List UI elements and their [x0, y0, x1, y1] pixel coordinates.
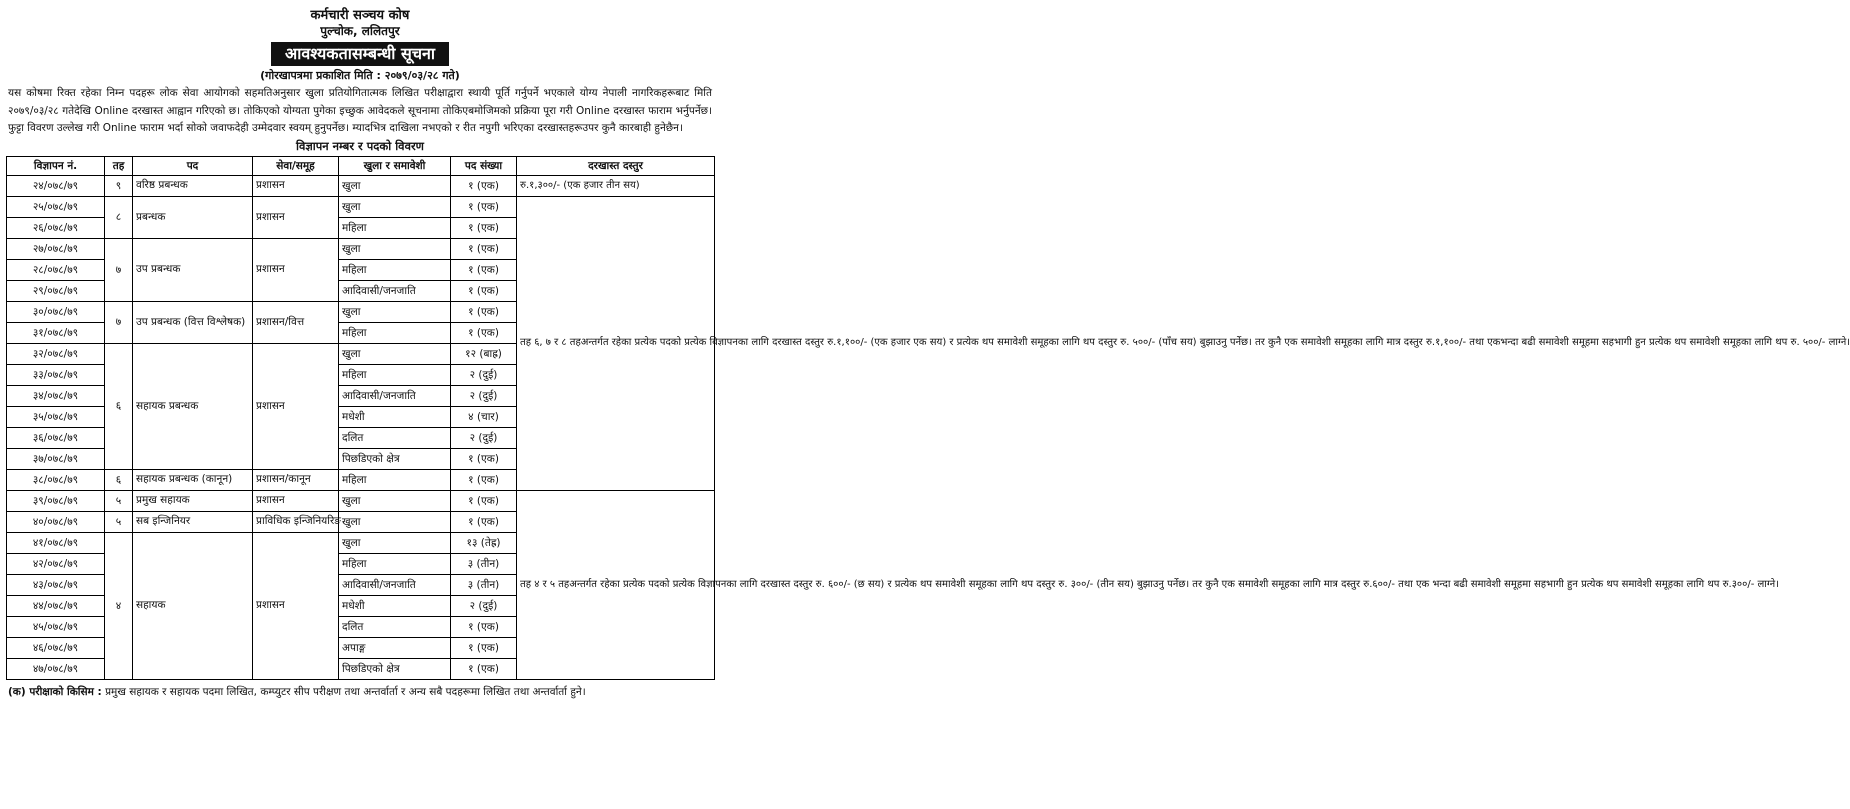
count-cell: ३ (तीन): [451, 574, 517, 595]
level-cell: ७: [105, 238, 133, 301]
category-cell: खुला: [339, 532, 451, 553]
ad-number-cell: ४१/०७८/७९: [7, 532, 105, 553]
ad-number-cell: २७/०७८/७९: [7, 238, 105, 259]
category-cell: महिला: [339, 469, 451, 490]
ad-number-cell: ४५/०७८/७९: [7, 616, 105, 637]
count-cell: २ (दुई): [451, 427, 517, 448]
service-cell: प्रशासन: [253, 175, 339, 196]
count-cell: १ (एक): [451, 217, 517, 238]
ad-number-cell: ३१/०७८/७९: [7, 322, 105, 343]
post-cell: उप प्रबन्धक (वित्त विश्लेषक): [133, 301, 253, 343]
post-cell: प्रबन्धक: [133, 196, 253, 238]
service-cell: प्रशासन: [253, 490, 339, 511]
count-cell: २ (दुई): [451, 595, 517, 616]
level-cell: ६: [105, 469, 133, 490]
ad-number-cell: ३९/०७८/७९: [7, 490, 105, 511]
ad-number-cell: २५/०७८/७९: [7, 196, 105, 217]
count-cell: १ (एक): [451, 448, 517, 469]
category-cell: महिला: [339, 259, 451, 280]
table-header-row: [7, 156, 715, 175]
ad-number-cell: २४/०७८/७९: [7, 175, 105, 196]
category-cell: दलित: [339, 616, 451, 637]
post-cell: वरिष्ठ प्रबन्धक: [133, 175, 253, 196]
col-header-count: पद संख्या: [451, 156, 517, 175]
count-cell: १ (एक): [451, 490, 517, 511]
category-cell: खुला: [339, 343, 451, 364]
category-cell: अपाङ्ग: [339, 637, 451, 658]
ad-number-cell: ३६/०७८/७९: [7, 427, 105, 448]
ad-number-cell: ३४/०७८/७९: [7, 385, 105, 406]
level-cell: ९: [105, 175, 133, 196]
count-cell: १२ (बाह्र): [451, 343, 517, 364]
ad-number-cell: ४२/०७८/७९: [7, 553, 105, 574]
post-cell: सहायक प्रबन्धक: [133, 343, 253, 469]
table-row: [7, 490, 715, 511]
service-cell: प्राविधिक इन्जिनियरिङ: [253, 511, 339, 532]
count-cell: १ (एक): [451, 637, 517, 658]
count-cell: १ (एक): [451, 469, 517, 490]
count-cell: १३ (तेह्र): [451, 532, 517, 553]
col-header-fee: दरखास्त दस्तुर: [517, 156, 715, 175]
count-cell: १ (एक): [451, 658, 517, 679]
ad-number-cell: २६/०७८/७९: [7, 217, 105, 238]
ad-number-cell: २९/०७८/७९: [7, 280, 105, 301]
ad-number-cell: ४०/०७८/७९: [7, 511, 105, 532]
table-body: [7, 175, 1850, 679]
post-cell: प्रमुख सहायक: [133, 490, 253, 511]
ad-number-cell: ४६/०७८/७९: [7, 637, 105, 658]
level-cell: ५: [105, 490, 133, 511]
count-cell: १ (एक): [451, 238, 517, 259]
category-cell: आदिवासी/जनजाति: [339, 280, 451, 301]
count-cell: १ (एक): [451, 259, 517, 280]
service-cell: प्रशासन: [253, 196, 339, 238]
category-cell: खुला: [339, 196, 451, 217]
post-cell: सहायक: [133, 532, 253, 679]
service-cell: प्रशासन: [253, 343, 339, 469]
level-cell: ४: [105, 532, 133, 679]
category-cell: महिला: [339, 553, 451, 574]
exam-type-label: (क) परीक्षाको किसिम :: [8, 685, 102, 698]
ad-number-cell: ३८/०७८/७९: [7, 469, 105, 490]
category-cell: आदिवासी/जनजाति: [339, 385, 451, 406]
exam-type-note: [8, 684, 712, 701]
organization-address: पुल्चोक, ललितपुर: [320, 24, 400, 38]
category-cell: खुला: [339, 301, 451, 322]
category-cell: खुला: [339, 511, 451, 532]
publish-note: (गोरखापत्रमा प्रकाशित मिति : २०७९/०३/२८ गते): [260, 69, 460, 82]
ad-number-cell: ४७/०७८/७९: [7, 658, 105, 679]
category-cell: महिला: [339, 217, 451, 238]
exam-type-text: प्रमुख सहायक र सहायक पदमा लिखित, कम्प्युटर सीप परीक्षण तथा अन्तर्वार्ता र अन्य सबै पदहरूमा लिखित तथा अन्तर्वार्ता हुने।: [105, 685, 586, 698]
service-cell: प्रशासन: [253, 238, 339, 301]
category-cell: महिला: [339, 322, 451, 343]
level-cell: ५: [105, 511, 133, 532]
category-cell: दलित: [339, 427, 451, 448]
count-cell: २ (दुई): [451, 385, 517, 406]
count-cell: ४ (चार): [451, 406, 517, 427]
category-cell: महिला: [339, 364, 451, 385]
category-cell: खुला: [339, 238, 451, 259]
count-cell: १ (एक): [451, 301, 517, 322]
fee-cell-level-9: रु.१,३००/- (एक हजार तीन सय): [517, 175, 715, 196]
ad-number-cell: ३५/०७८/७९: [7, 406, 105, 427]
count-cell: १ (एक): [451, 196, 517, 217]
ad-number-cell: ३०/०७८/७९: [7, 301, 105, 322]
col-header-category: खुला र समावेशी: [339, 156, 451, 175]
count-cell: १ (एक): [451, 616, 517, 637]
post-cell: सहायक प्रबन्धक (कानून): [133, 469, 253, 490]
category-cell: पिछडिएको क्षेत्र: [339, 448, 451, 469]
col-header-ad-number: विज्ञापन नं.: [7, 156, 105, 175]
category-cell: खुला: [339, 490, 451, 511]
post-cell: सब इन्जिनियर: [133, 511, 253, 532]
col-header-level: तह: [105, 156, 133, 175]
notice-title-wrap: [6, 42, 714, 66]
count-cell: १ (एक): [451, 511, 517, 532]
fee-cell-levels-4-5: तह ४ र ५ तहअन्तर्गत रहेका प्रत्येक पदको प्रत्येक विज्ञापनका लागि दरखास्त दस्तुर रु. ६००/- (छ सय) र प्रत्येक थप समावेशी समूहका लागि थप दस्तुर रु. ३००/- (तीन सय) बुझाउनु पर्नेछ। तर कुनै एक समावेशी समूहका लागि मात्र दस्तुर रु.६००/- तथा एक भन्दा बढी समावेशी समूहमा सहभागी हुन प्रत्येक थप समावेशी समूहका लागि थप रु.३००/- लाग्ने।: [517, 490, 715, 679]
category-cell: पिछडिएको क्षेत्र: [339, 658, 451, 679]
category-cell: मधेशी: [339, 595, 451, 616]
col-header-service: सेवा/समूह: [253, 156, 339, 175]
ad-number-cell: २८/०७८/७९: [7, 259, 105, 280]
category-cell: खुला: [339, 175, 451, 196]
count-cell: २ (दुई): [451, 364, 517, 385]
table-title: विज्ञापन नम्बर र पदको विवरण: [296, 138, 424, 153]
level-cell: ८: [105, 196, 133, 238]
category-cell: आदिवासी/जनजाति: [339, 574, 451, 595]
fee-cell-levels-6-8: तह ६, ७ र ८ तहअन्तर्गत रहेका प्रत्येक पदको प्रत्येक विज्ञापनका लागि दरखास्त दस्तुर रु.१,१००/- (एक हजार एक सय) र प्रत्येक थप समावेशी समूहका लागि थप दस्तुर रु. ५००/- (पाँच सय) बुझाउनु पर्नेछ। तर कुनै एक समावेशी समूहका लागि मात्र दस्तुर रु.१,१००/- तथा एकभन्दा बढी समावेशी समूहमा सहभागी हुन प्रत्येक थप समावेशी समूहका लागि थप रु. ५००/- लाग्ने।: [517, 196, 715, 490]
category-cell: मधेशी: [339, 406, 451, 427]
service-cell: प्रशासन/वित्त: [253, 301, 339, 343]
ad-number-cell: ४४/०७८/७९: [7, 595, 105, 616]
service-cell: प्रशासन/कानून: [253, 469, 339, 490]
ad-number-cell: ३३/०७८/७९: [7, 364, 105, 385]
table-row: [7, 196, 715, 217]
service-cell: प्रशासन: [253, 532, 339, 679]
vacancy-table: [6, 156, 1850, 680]
ad-number-cell: ३७/०७८/७९: [7, 448, 105, 469]
post-cell: उप प्रबन्धक: [133, 238, 253, 301]
col-header-post: पद: [133, 156, 253, 175]
organization-name: कर्मचारी सञ्चय कोष: [310, 8, 410, 23]
level-cell: ७: [105, 301, 133, 343]
ad-number-cell: ४३/०७८/७९: [7, 574, 105, 595]
count-cell: १ (एक): [451, 280, 517, 301]
notice-title: आवश्यकतासम्बन्धी सूचना: [271, 42, 449, 66]
count-cell: १ (एक): [451, 175, 517, 196]
ad-number-cell: ३२/०७८/७९: [7, 343, 105, 364]
count-cell: १ (एक): [451, 322, 517, 343]
intro-paragraph: यस कोषमा रिक्त रहेका निम्न पदहरू लोक सेवा आयोगको सहमतिअनुसार खुला प्रतियोगितात्मक लिखित परीक्षाद्वारा स्थायी पूर्ति गर्नुपर्ने भएकाले योग्य नेपाली नागरिकहरूबाट मिति २०७९/०३/२८ गतेदेखि Online दरखास्त आह्वान गरिएको छ। तोकिएको योग्यता पुगेका इच्छुक आवेदकले सूचनामा तोकिएबमोजिमको प्रक्रिया पूरा गरी Online दरखास्त फाराम भर्नुपर्नेछ। फुट्टा विवरण उल्लेख गरी Online फाराम भर्दा सोको जवाफदेही उम्मेदवार स्वयम् हुनुपर्नेछ। म्यादभित्र दाखिला नभएको र रीत नपुगी भरिएका दरखास्तहरूउपर कुनै कारबाही हुनेछैन।: [8, 87, 712, 134]
level-cell: ६: [105, 343, 133, 469]
count-cell: ३ (तीन): [451, 553, 517, 574]
table-row: [7, 175, 715, 196]
